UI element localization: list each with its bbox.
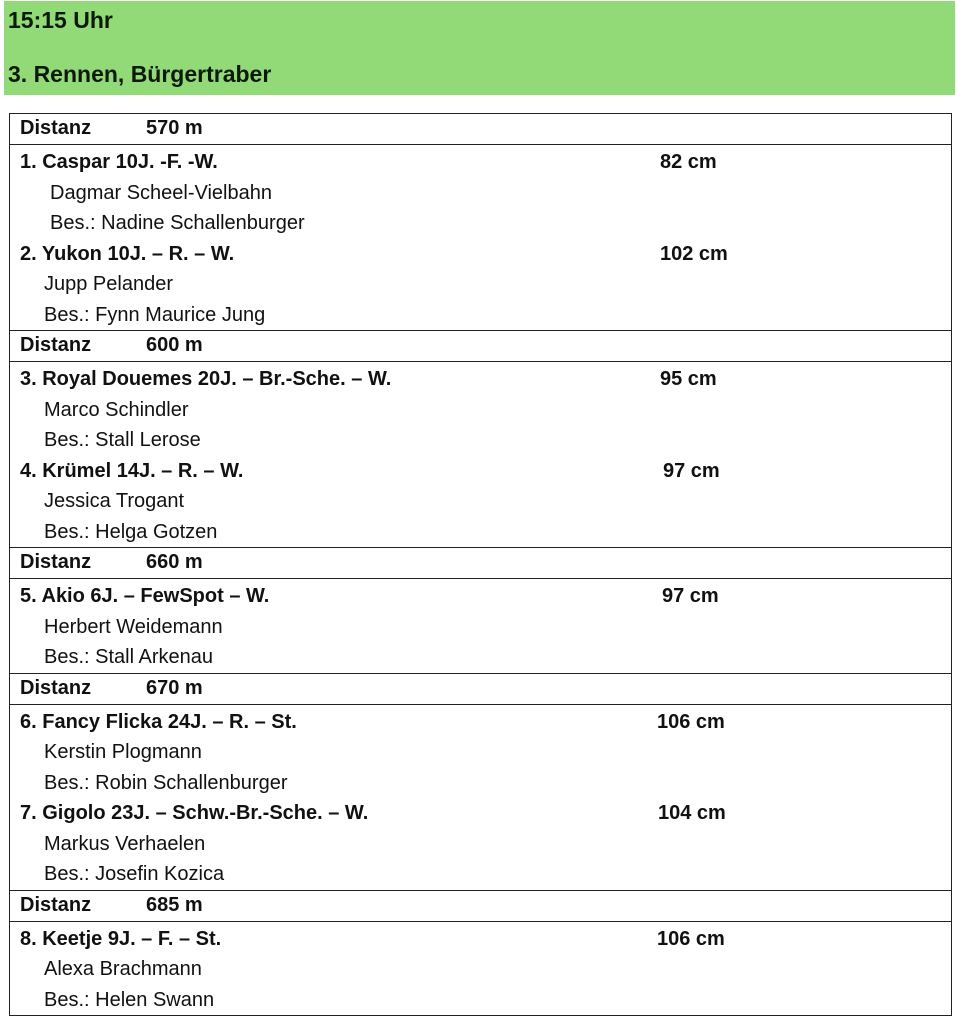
owner-name: Bes.: Stall Lerose — [10, 425, 951, 456]
horse-title: 4. Krümel 14J. – R. – W. — [20, 460, 243, 482]
owner-name: Bes.: Stall Arkenau — [10, 642, 951, 673]
starter-entry — [10, 147, 951, 239]
rider-name: Marco Schindler — [10, 395, 951, 426]
distance-row — [10, 891, 951, 922]
distance-value: 600 m — [146, 334, 203, 357]
starter-table — [9, 113, 952, 1016]
race-time: 15:15 Uhr — [8, 7, 113, 34]
distance-label: Distanz — [20, 551, 91, 574]
entry-group — [10, 362, 951, 548]
distance-value: 685 m — [146, 894, 203, 917]
entry-group — [10, 705, 951, 891]
rider-name: Alexa Brachmann — [10, 954, 951, 985]
horse-height: 97 cm — [662, 581, 719, 611]
owner-name: Bes.: Fynn Maurice Jung — [10, 300, 951, 331]
distance-row — [10, 114, 951, 145]
owner-name: Bes.: Josefin Kozica — [10, 859, 951, 890]
entry-group — [10, 145, 951, 331]
horse-height: 82 cm — [660, 147, 717, 177]
rider-name: Jupp Pelander — [10, 269, 951, 300]
horse-title: 8. Keetje 9J. – F. – St. — [20, 928, 221, 950]
horse-height: 104 cm — [658, 798, 726, 828]
entry-group — [10, 922, 951, 1016]
horse-title: 1. Caspar 10J. -F. -W. — [20, 151, 218, 173]
rider-name: Markus Verhaelen — [10, 829, 951, 860]
horse-height: 97 cm — [663, 456, 720, 486]
distance-row — [10, 331, 951, 362]
race-title: 3. Rennen, Bürgertraber — [8, 61, 271, 88]
rider-name: Dagmar Scheel-Vielbahn — [10, 178, 951, 209]
horse-title: 2. Yukon 10J. – R. – W. — [20, 243, 234, 265]
owner-name: Bes.: Nadine Schallenburger — [10, 208, 951, 239]
owner-name: Bes.: Robin Schallenburger — [10, 768, 951, 799]
distance-label: Distanz — [20, 334, 91, 357]
starter-entry — [10, 581, 951, 673]
distance-row — [10, 674, 951, 705]
starter-entry — [10, 798, 951, 890]
distance-label: Distanz — [20, 894, 91, 917]
race-header-banner — [4, 1, 955, 95]
distance-row — [10, 548, 951, 579]
distance-value: 570 m — [146, 117, 203, 140]
distance-label: Distanz — [20, 677, 91, 700]
owner-name: Bes.: Helen Swann — [10, 985, 951, 1016]
starter-entry — [10, 364, 951, 456]
distance-value: 670 m — [146, 677, 203, 700]
owner-name: Bes.: Helga Gotzen — [10, 517, 951, 548]
horse-title: 7. Gigolo 23J. – Schw.-Br.-Sche. – W. — [20, 802, 368, 824]
starter-entry — [10, 924, 951, 1016]
starter-entry — [10, 456, 951, 548]
horse-height: 95 cm — [660, 364, 717, 394]
rider-name: Herbert Weidemann — [10, 612, 951, 643]
distance-label: Distanz — [20, 117, 91, 140]
horse-title: 3. Royal Douemes 20J. – Br.-Sche. – W. — [20, 368, 391, 390]
horse-height: 106 cm — [657, 924, 725, 954]
starter-entry — [10, 707, 951, 799]
rider-name: Kerstin Plogmann — [10, 737, 951, 768]
horse-height: 102 cm — [660, 239, 728, 269]
distance-value: 660 m — [146, 551, 203, 574]
horse-title: 6. Fancy Flicka 24J. – R. – St. — [20, 711, 297, 733]
horse-title: 5. Akio 6J. – FewSpot – W. — [20, 585, 269, 607]
rider-name: Jessica Trogant — [10, 486, 951, 517]
starter-entry — [10, 239, 951, 331]
entry-group — [10, 579, 951, 674]
horse-height: 106 cm — [657, 707, 725, 737]
